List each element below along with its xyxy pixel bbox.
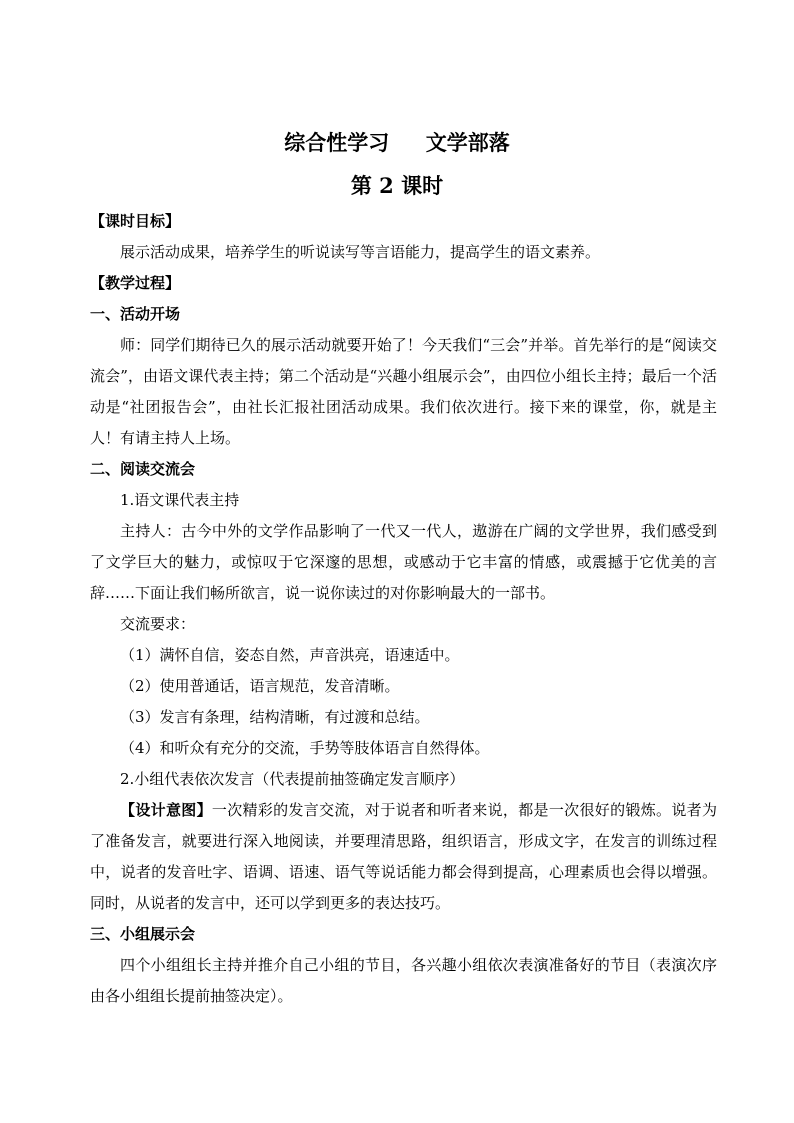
- host-speech: 主持人：古今中外的文学作品影响了一代又一代人，遨游在广阔的文学世界，我们感受到了文学巨大的魅力，或惊叹于它深邃的思想，或感动于它丰富的情感，或震撼于它优美的言辞……下面让我们畅所欲言，说一说你读过的对你影响最大的一部书。: [90, 522, 717, 602]
- process-heading: 【教学过程】: [90, 274, 181, 292]
- section3-heading: 三、小组展示会: [90, 925, 196, 943]
- document-body: [90, 206, 717, 1012]
- section2-subheading-1: 1.语文课代表主持: [120, 491, 240, 509]
- requirement-item: （1）满怀自信，姿态自然，声音洪亮，语速适中。: [120, 646, 460, 664]
- requirement-item: （3）发言有条理，结构清晰，有过渡和总结。: [120, 708, 430, 726]
- design-intent-paragraph: [90, 795, 717, 919]
- section1-text: 师：同学们期待已久的展示活动就要开始了！今天我们“三会”并举。首先举行的是“阅读交流会”，由语文课代表主持；第二个活动是“兴趣小组展示会”，由四位小组长主持；最后一个活动是“社团报告会”，由社长汇报社团活动成果。我们依次进行。接下来的课堂，你，就是主人！有请主持人上场。: [90, 336, 717, 447]
- section3-text: 四个小组组长主持并推介自己小组的节目，各兴趣小组依次表演准备好的节目（表演次序由各小组组长提前抽签决定）。: [90, 956, 717, 1005]
- objective-text: 展示活动成果，培养学生的听说读写等言语能力，提高学生的语文素养。: [120, 243, 601, 261]
- requirements-label: 交流要求：: [120, 615, 196, 633]
- design-intent-text: 一次精彩的发言交流，对于说者和听者来说，都是一次很好的锻炼。说者为了准备发言，就要进行深入地阅读，并要理清思路，组织语言，形成文字，在发言的训练过程中，说者的发音吐字、语调、语速、语气等说话能力都会得到提高，心理素质也会得以增强。同时，从说者的发言中，还可以学到更多的表达技巧。: [90, 801, 717, 912]
- design-intent-label: 【设计意图】: [120, 801, 212, 819]
- section1-heading: 一、活动开场: [90, 305, 181, 323]
- lesson-subtitle: 第 2 课时: [350, 173, 444, 198]
- section2-subheading-2: 2.小组代表依次发言（代表提前抽签确定发言顺序）: [120, 770, 465, 788]
- requirement-item: （4）和听众有充分的交流，手势等肢体语言自然得体。: [120, 739, 490, 757]
- section2-heading: 二、阅读交流会: [90, 460, 196, 478]
- requirement-item: （2）使用普通话，语言规范，发音清晰。: [120, 677, 400, 695]
- objective-heading: 【课时目标】: [90, 212, 181, 230]
- document-title: 综合性学习 文学部落: [284, 130, 510, 155]
